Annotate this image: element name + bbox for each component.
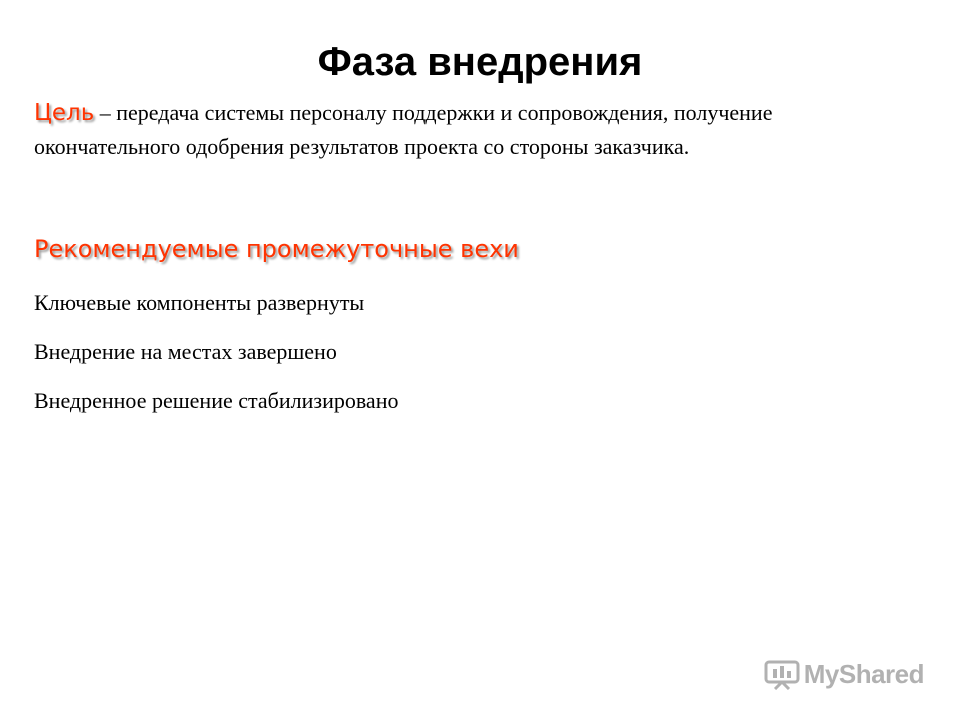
goal-paragraph <box>34 96 884 164</box>
watermark <box>764 659 924 690</box>
watermark-brand: MyShared <box>803 659 924 689</box>
presentation-board-icon <box>764 660 800 690</box>
milestone-item: Ключевые компоненты развернуты <box>34 290 365 315</box>
milestones-heading: Рекомендуемые промежуточные вехи <box>34 235 519 263</box>
slide-title: Фаза внедрения <box>317 40 643 84</box>
milestones-list <box>34 286 398 433</box>
goal-label: Цель <box>34 100 95 126</box>
goal-text: – передача системы персоналу поддержки и сопровождения, получение окончательного одобрения результатов проекта со стороны заказчика. <box>34 100 773 159</box>
milestone-item: Внедренное решение стабилизировано <box>34 388 399 413</box>
milestone-item: Внедрение на местах завершено <box>34 339 337 364</box>
